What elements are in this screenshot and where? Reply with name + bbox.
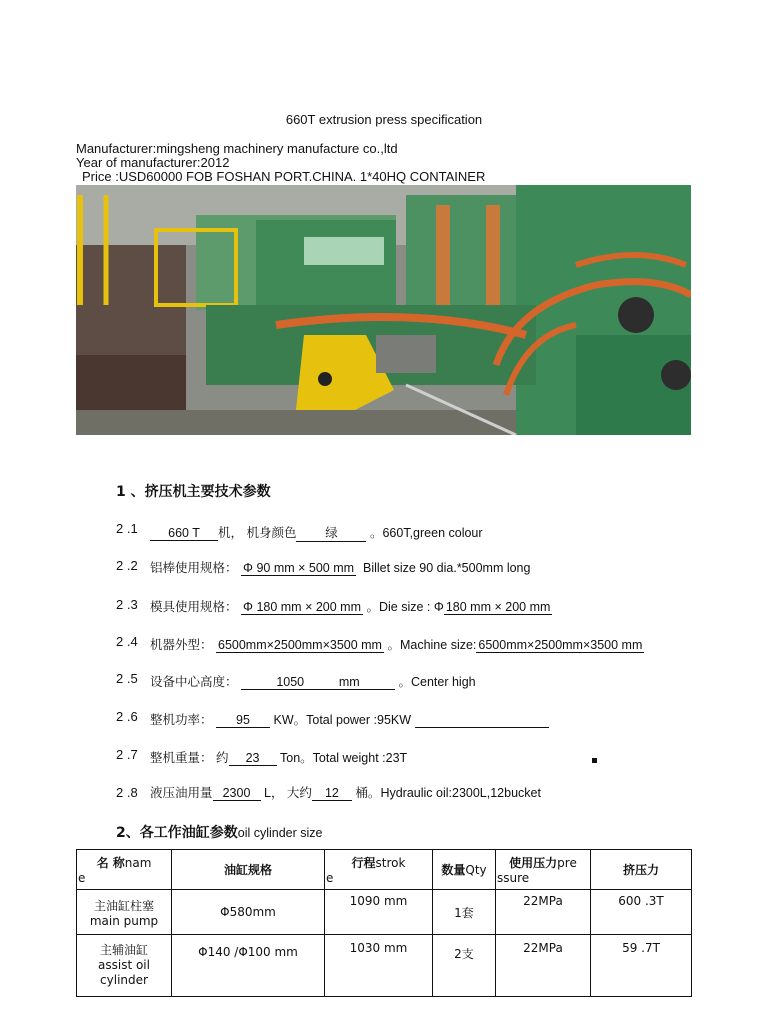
spec-number: 2 .4 bbox=[116, 634, 138, 649]
cell-name: 主油缸柱塞 main pump bbox=[77, 890, 172, 935]
price-line: Price :USD60000 FOB FOSHAN PORT.CHINA. 1*40HQ CONTAINER bbox=[82, 169, 486, 184]
spec-value: 6500mm×2500mm×3500 mm bbox=[218, 638, 382, 652]
spec-value: 23 bbox=[229, 751, 277, 766]
table-row bbox=[77, 935, 692, 997]
col-header-name: 名 称nam e bbox=[77, 850, 172, 890]
spec-number: 2 .3 bbox=[116, 597, 138, 612]
table-header-row bbox=[77, 850, 692, 890]
spec-number: 2 .7 bbox=[116, 747, 138, 762]
spec-value: 绿 bbox=[296, 523, 366, 542]
spec-value: 2300 bbox=[213, 786, 261, 801]
spec-row: 模具使用规格： Φ 180 mm × 200 mm 。Die size : Φ 180 mm × 200 mm bbox=[150, 600, 551, 614]
machine-photo bbox=[76, 185, 691, 435]
cell-pressure: 22MPa bbox=[496, 890, 591, 935]
col-header-spec: 油缸规格 bbox=[172, 850, 325, 890]
cell-qty: 1套 bbox=[433, 890, 496, 935]
spec-number: 2 .1 bbox=[116, 521, 138, 536]
spec-value: 95 bbox=[216, 713, 270, 728]
spec-number: 2 .8 bbox=[116, 785, 138, 800]
cell-force: 600 .3T bbox=[591, 890, 692, 935]
manufacturer-line: Manufacturer:mingsheng machinery manufacture co.,ltd bbox=[76, 141, 398, 156]
spec-row: 铝棒使用规格： Φ 90 mm × 500 mm Billet size 90 dia.*500mm long bbox=[150, 561, 531, 575]
cell-name: 主辅油缸 assist oil cylinder bbox=[77, 935, 172, 997]
cell-pressure: 22MPa bbox=[496, 935, 591, 997]
spec-value: 1050 mm bbox=[241, 675, 395, 690]
cell-qty: 2支 bbox=[433, 935, 496, 997]
col-header-stroke: 行程strok e bbox=[325, 850, 433, 890]
cylinder-table bbox=[76, 849, 692, 997]
spec-row: 整机重量： 约 23 Ton。Total weight :23T bbox=[150, 751, 408, 765]
cell-stroke: 1090 mm bbox=[325, 890, 433, 935]
spec-value: Φ 90 mm × 500 mm bbox=[243, 561, 355, 575]
cell-spec: Φ580mm bbox=[172, 890, 325, 935]
cell-spec: Φ140 /Φ100 mm bbox=[172, 935, 325, 997]
spec-row: 660 T 机， 机身颜色 绿 。660T,green colour bbox=[150, 523, 483, 542]
table-row bbox=[77, 890, 692, 935]
spec-value: 6500mm×2500mm×3500 mm bbox=[478, 638, 643, 652]
spec-blank bbox=[415, 713, 549, 728]
col-header-qty: 数量Qty bbox=[433, 850, 496, 890]
spec-row: 整机功率： 95 KW。Total power :95KW bbox=[150, 710, 549, 728]
col-header-pressure: 使用压力pre ssure bbox=[496, 850, 591, 890]
section-2-heading: 2、各工作油缸参数oil cylinder size bbox=[116, 825, 323, 841]
col-header-force: 挤压力 bbox=[591, 850, 692, 890]
spec-row: 液压油用量 2300 L， 大约 12 桶。Hydraulic oil:2300L,12bucket bbox=[150, 786, 541, 800]
spec-number: 2 .2 bbox=[116, 558, 138, 573]
stray-mark bbox=[592, 758, 597, 763]
cell-force: 59 .7T bbox=[591, 935, 692, 997]
spec-number: 2 .5 bbox=[116, 671, 138, 686]
page-title: 660T extrusion press specification bbox=[285, 112, 483, 127]
year-line: Year of manufacturer:2012 bbox=[76, 155, 230, 170]
spec-row: 机器外型： 6500mm×2500mm×3500 mm 。Machine size: 6500mm×2500mm×3500 mm bbox=[150, 638, 643, 652]
spec-number: 2 .6 bbox=[116, 709, 138, 724]
spec-value: 12 bbox=[312, 786, 352, 801]
section-1-heading: 1 、挤压机主要技术参数 bbox=[116, 484, 271, 500]
spec-value: 180 mm × 200 mm bbox=[445, 600, 551, 614]
spec-value: Φ 180 mm × 200 mm bbox=[243, 600, 361, 614]
cell-stroke: 1030 mm bbox=[325, 935, 433, 997]
spec-value: 660 T bbox=[150, 526, 218, 541]
spec-row: 设备中心高度： 1050 mm 。Center high bbox=[150, 675, 476, 689]
